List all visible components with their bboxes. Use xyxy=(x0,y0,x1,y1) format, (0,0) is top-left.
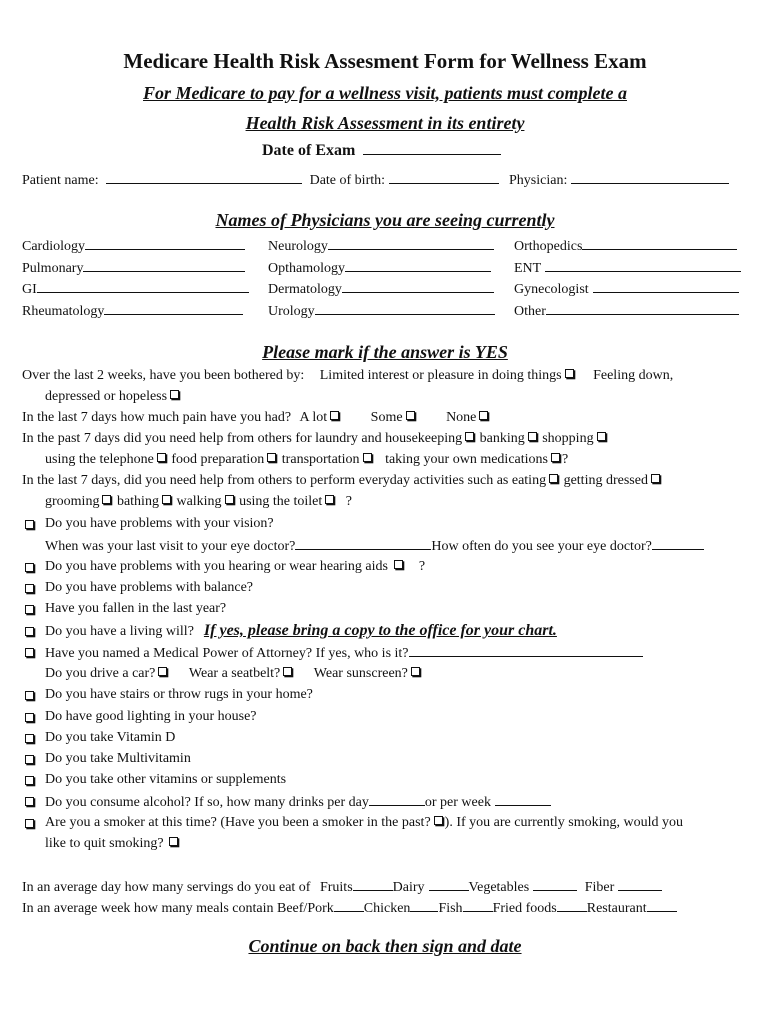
phys-gi: GI xyxy=(22,279,249,299)
dairy-field[interactable] xyxy=(429,877,469,891)
subtitle-line-2: Health Risk Assessment in its entirety xyxy=(245,113,525,133)
continue-footer: Continue on back then sign and date xyxy=(248,936,522,956)
date-of-exam-row xyxy=(262,140,501,162)
laundry-checkbox[interactable] xyxy=(465,432,474,441)
dob-field[interactable] xyxy=(389,170,499,184)
phys-orthopedics: Orthopedics xyxy=(514,236,737,256)
phys-gynecologist-field[interactable] xyxy=(593,279,739,293)
phys-ent-field[interactable] xyxy=(545,258,741,272)
seatbelt-checkbox[interactable] xyxy=(283,667,292,676)
bathing-checkbox[interactable] xyxy=(162,495,171,504)
limited-interest-checkbox[interactable] xyxy=(565,369,574,378)
restaurant-field[interactable] xyxy=(647,898,677,912)
lighting-checkbox[interactable] xyxy=(25,713,34,722)
q-help-everyday: In the last 7 days, did you need help from others to perform everyday activities such as eating getting dressed xyxy=(22,472,662,490)
phys-other: Other xyxy=(514,301,739,321)
phys-neurology-field[interactable] xyxy=(328,236,494,250)
patient-info-row xyxy=(22,170,729,190)
q-quit-smoking: like to quit smoking? xyxy=(45,835,180,853)
phys-opthamology: Opthamology xyxy=(268,258,491,278)
toilet-checkbox[interactable] xyxy=(325,495,334,504)
phys-urology: Urology xyxy=(268,301,495,321)
other-vitamins-checkbox[interactable] xyxy=(25,776,34,785)
yes-heading: Please mark if the answer is YES xyxy=(262,342,508,362)
phys-urology-field[interactable] xyxy=(315,301,495,315)
stairs-checkbox[interactable] xyxy=(25,691,34,700)
vegetables-field[interactable] xyxy=(533,877,577,891)
phys-opthamology-field[interactable] xyxy=(345,258,491,272)
shopping-checkbox[interactable] xyxy=(597,432,606,441)
multivitamin-checkbox[interactable] xyxy=(25,755,34,764)
fish-field[interactable] xyxy=(463,898,493,912)
banking-checkbox[interactable] xyxy=(528,432,537,441)
subtitle-line-1: For Medicare to pay for a wellness visit, patients must complete a xyxy=(143,83,627,103)
past-smoker-checkbox[interactable] xyxy=(434,816,443,825)
drive-checkbox[interactable] xyxy=(158,667,167,676)
balance-checkbox[interactable] xyxy=(25,584,34,593)
medications-checkbox[interactable] xyxy=(551,453,560,462)
diet-daily: In an average day how many servings do you eat of Fruits Dairy Vegetables Fiber xyxy=(22,877,662,897)
hearing-aids-checkbox[interactable] xyxy=(394,560,403,569)
alcohol-checkbox[interactable] xyxy=(25,797,34,806)
eye-last-visit-field[interactable] xyxy=(295,536,431,550)
chicken-field[interactable] xyxy=(410,898,438,912)
physician-field[interactable] xyxy=(571,170,729,184)
sunscreen-checkbox[interactable] xyxy=(411,667,420,676)
phys-orthopedics-field[interactable] xyxy=(582,236,737,250)
eye-how-often-field[interactable] xyxy=(652,536,704,550)
patient-name-field[interactable] xyxy=(106,170,302,184)
diet-weekly: In an average week how many meals contain Beef/Pork Chicken Fish Fried foods Restaurant xyxy=(22,898,677,918)
phys-other-field[interactable] xyxy=(546,301,739,315)
date-of-exam-label: Date of Exam xyxy=(262,142,356,159)
phys-rheumatology: Rheumatology xyxy=(22,301,243,321)
q-pain: In the last 7 days how much pain have you had? A lot Some None xyxy=(22,409,490,427)
phys-rheumatology-field[interactable] xyxy=(104,301,243,315)
q-help-laundry: In the past 7 days did you need help from others for laundry and housekeeping banking shopping xyxy=(22,430,608,448)
beef-pork-field[interactable] xyxy=(334,898,364,912)
form-title: Medicare Health Risk Assesment Form for Wellness Exam xyxy=(123,49,647,73)
q-depressed: depressed or hopeless xyxy=(45,388,181,406)
living-will-checkbox[interactable] xyxy=(25,627,34,636)
smoker-checkbox[interactable] xyxy=(25,819,34,828)
transportation-checkbox[interactable] xyxy=(363,453,372,462)
date-of-exam-field[interactable] xyxy=(363,140,501,155)
q-help-personal: grooming bathing walking using the toilet ? xyxy=(45,494,352,509)
eating-checkbox[interactable] xyxy=(549,474,558,483)
phys-cardiology-field[interactable] xyxy=(85,236,245,250)
living-will-note: If yes, please bring a copy to the office for your chart. xyxy=(203,622,557,639)
getting-dressed-checkbox[interactable] xyxy=(651,474,660,483)
phys-dermatology: Dermatology xyxy=(268,279,494,299)
phys-gynecologist: Gynecologist xyxy=(514,279,739,299)
quit-smoking-checkbox[interactable] xyxy=(169,837,178,846)
phys-dermatology-field[interactable] xyxy=(342,279,494,293)
phys-gi-field[interactable] xyxy=(37,279,249,293)
vision-checkbox[interactable] xyxy=(25,520,34,529)
fried-foods-field[interactable] xyxy=(557,898,587,912)
feeling-down-checkbox[interactable] xyxy=(170,390,179,399)
phys-pulmonary-field[interactable] xyxy=(83,258,245,272)
dob-label: Date of birth: xyxy=(309,173,386,188)
drinks-per-week-field[interactable] xyxy=(495,792,551,806)
pain-a-lot-checkbox[interactable] xyxy=(330,411,339,420)
poa-name-field[interactable] xyxy=(409,643,643,657)
hearing-checkbox[interactable] xyxy=(25,563,34,572)
phys-pulmonary: Pulmonary xyxy=(22,258,245,278)
fallen-checkbox[interactable] xyxy=(25,605,34,614)
q-bothered: Over the last 2 weeks, have you been bothered by: Limited interest or pleasure in doing things Feeling down, xyxy=(22,368,674,383)
grooming-checkbox[interactable] xyxy=(102,495,111,504)
drinks-per-day-field[interactable] xyxy=(369,792,425,806)
phys-neurology: Neurology xyxy=(268,236,494,256)
phys-cardiology: Cardiology xyxy=(22,236,245,256)
fruits-field[interactable] xyxy=(353,877,393,891)
telephone-checkbox[interactable] xyxy=(157,453,166,462)
pain-some-checkbox[interactable] xyxy=(406,411,415,420)
q-eye-doctor: When was your last visit to your eye doctor? How often do you see your eye doctor? xyxy=(45,536,704,556)
q-help-tasks: using the telephone food preparation transportation taking your own medications ? xyxy=(45,452,569,467)
physician-label: Physician: xyxy=(509,173,568,188)
fiber-field[interactable] xyxy=(618,877,662,891)
pain-none-checkbox[interactable] xyxy=(479,411,488,420)
q-driving: Do you drive a car? Wear a seatbelt? Wear sunscreen? xyxy=(45,665,422,683)
walking-checkbox[interactable] xyxy=(225,495,234,504)
patient-name-label: Patient name: xyxy=(22,173,99,188)
phys-ent: ENT xyxy=(514,258,741,278)
physicians-heading: Names of Physicians you are seeing currently xyxy=(215,210,555,230)
food-prep-checkbox[interactable] xyxy=(267,453,276,462)
poa-checkbox[interactable] xyxy=(25,648,34,657)
vitamin-d-checkbox[interactable] xyxy=(25,734,34,743)
